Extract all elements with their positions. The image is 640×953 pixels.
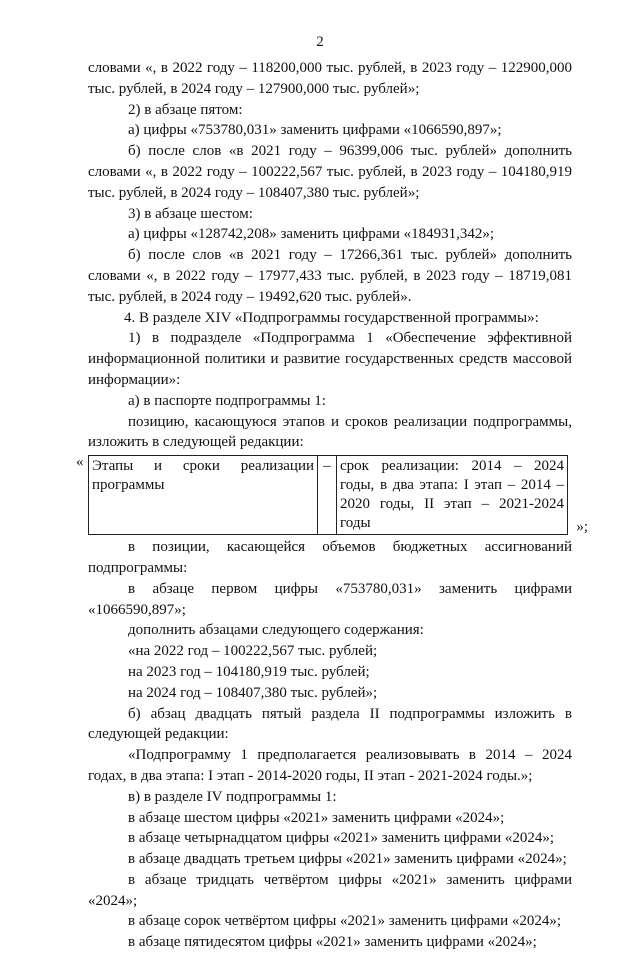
- paragraph: в абзаце пятидесятом цифры «2021» заменить цифрами «2024»;: [128, 934, 537, 951]
- paragraph: в позиции, касающейся объемов бюджетных ассигнований подпрограммы:: [88, 539, 572, 576]
- paragraph: в абзаце сорок четвёртом цифры «2021» заменить цифрами «2024»;: [128, 913, 562, 930]
- paragraph: «на 2022 год – 100222,567 тыс. рублей;: [128, 643, 378, 660]
- open-quote: «: [76, 454, 84, 471]
- paragraph: а) цифры «753780,031» заменить цифрами «1066590,897»;: [128, 122, 502, 139]
- paragraph: 1) в подразделе «Подпрограмма 1 «Обеспечение эффективной информационной политики и развитие государственных средств массовой информации»:: [88, 330, 572, 388]
- paragraph: а) цифры «128742,208» заменить цифрами «184931,342»;: [128, 226, 495, 243]
- passport-table: [88, 455, 568, 535]
- paragraph: в абзаце первом цифры «753780,031» заменить цифрами «1066590,897»;: [88, 580, 572, 618]
- paragraph: в) в разделе IV подпрограммы 1:: [128, 788, 337, 805]
- paragraph: б) после слов «в 2021 году – 17266,361 тыс. рублей» дополнить словами «, в 2022 году – 17977,433 тыс. рублей, в 2023 году – 18719,081 тыс. рублей, в 2024 году – 19492,620 тыс. рублей».: [88, 247, 572, 305]
- paragraph: в абзаце тридцать четвёртом цифры «2021» заменить цифрами «2024»;: [88, 871, 572, 909]
- table-cell-dash: –: [318, 456, 337, 535]
- paragraph: на 2023 год – 104180,919 тыс. рублей;: [128, 663, 370, 680]
- paragraph: на 2024 год – 108407,380 тыс. рублей»;: [128, 684, 378, 701]
- paragraph: позицию, касающуюся этапов и сроков реализации подпрограммы, изложить в следующей редакции:: [88, 413, 572, 451]
- paragraph: в абзаце шестом цифры «2021» заменить цифрами «2024»;: [128, 809, 505, 826]
- table-cell-value: срок реализации: 2014 – 2024 годы, в два этапа: I этап – 2014 – 2020 годы, II этап – 2021-2024 годы: [337, 456, 568, 535]
- paragraph: в абзаце двадцать третьем цифры «2021» заменить цифрами «2024»;: [128, 851, 567, 868]
- paragraph: 2) в абзаце пятом:: [128, 101, 243, 118]
- table-row: [89, 456, 568, 535]
- paragraph: б) после слов «в 2021 году – 96399,006 тыс. рублей» дополнить словами «, в 2022 году – 100222,567 тыс. рублей, в 2023 году – 104180,919 тыс. рублей, в 2024 году – 108407,380 тыс. рублей»;: [88, 143, 572, 201]
- section-heading: 4. В разделе XIV «Подпрограммы государственной программы»:: [124, 309, 539, 326]
- paragraph: «Подпрограмму 1 предполагается реализовывать в 2014 – 2024 годах, в два этапа: I этап - 2014-2020 годы, II этап - 2021-2024 годы.»;: [88, 747, 572, 784]
- paragraph: а) в паспорте подпрограммы 1:: [128, 392, 326, 409]
- table-cell-label: Этапы и сроки реализации программы: [89, 456, 318, 535]
- page-number: 2: [316, 34, 324, 50]
- close-quote: »;: [576, 519, 588, 536]
- passport-table-block: [76, 454, 588, 536]
- document-body: [76, 58, 588, 953]
- paragraph: дополнить абзацами следующего содержания:: [128, 622, 424, 639]
- paragraph: словами «, в 2022 году – 118200,000 тыс. рублей, в 2023 году – 122900,000 тыс. рублей, в 2024 году – 127900,000 тыс. рублей»;: [88, 60, 572, 97]
- paragraph: 3) в абзаце шестом:: [128, 205, 253, 222]
- paragraph: б) абзац двадцать пятый раздела II подпрограммы изложить в следующей редакции:: [88, 705, 572, 743]
- paragraph: в абзаце четырнадцатом цифры «2021» заменить цифрами «2024»;: [128, 830, 555, 847]
